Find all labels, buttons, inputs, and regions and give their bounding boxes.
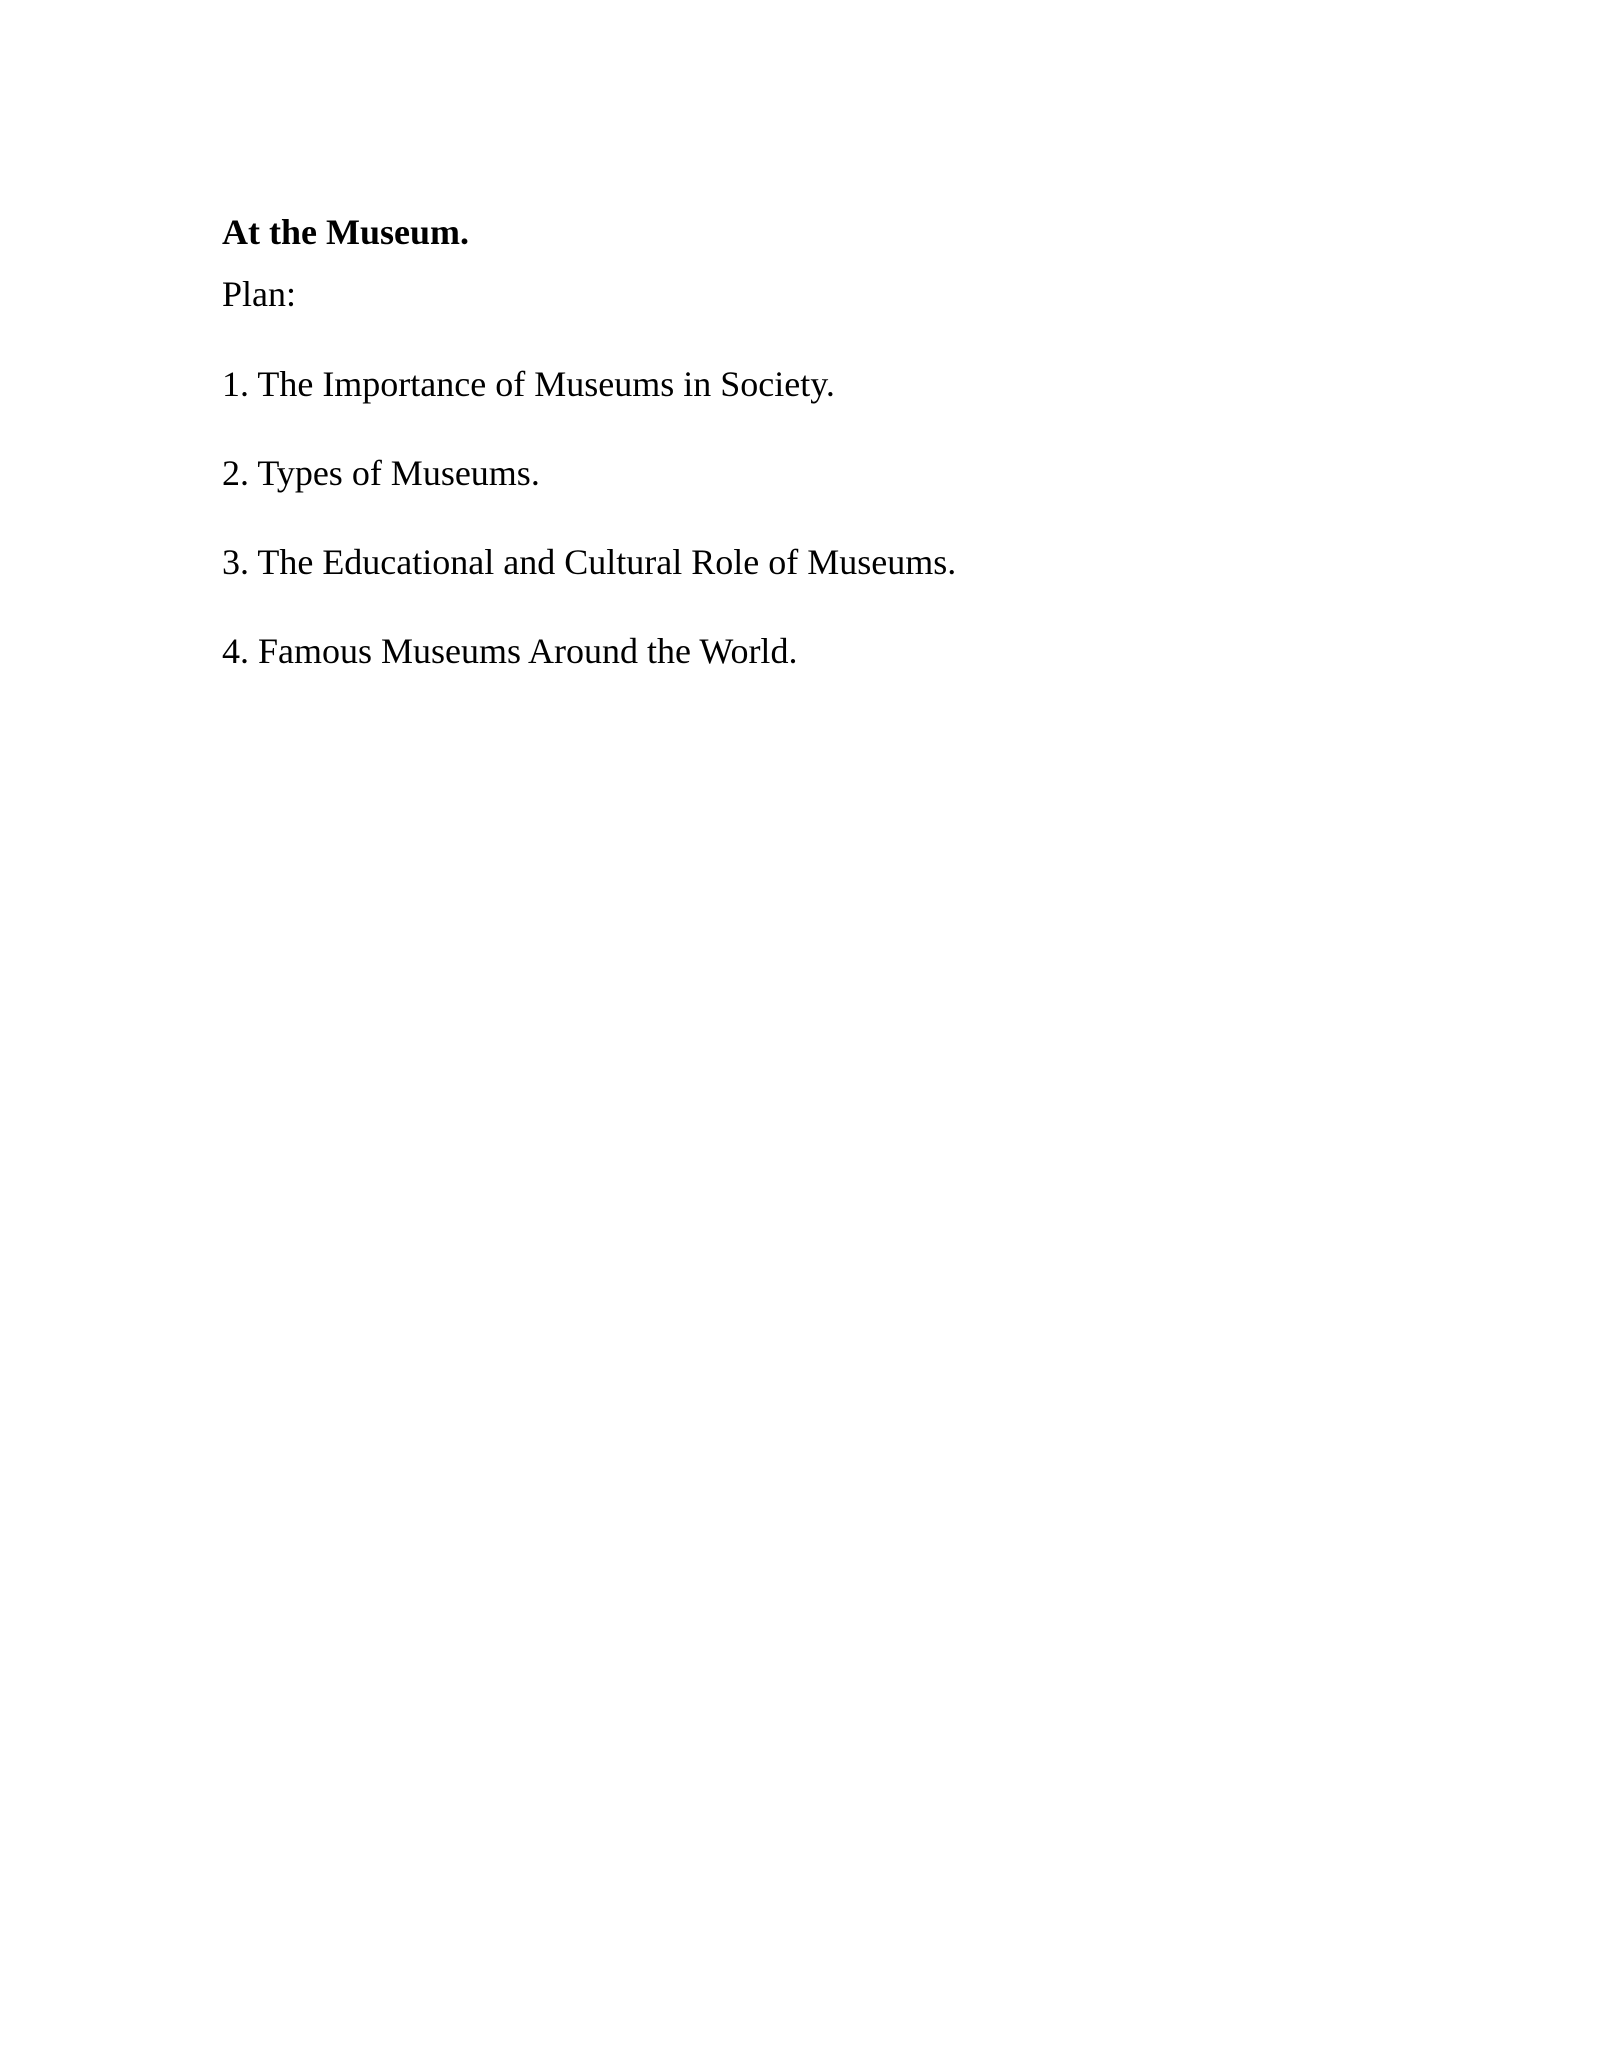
plan-item: 2. Types of Museums. (222, 453, 540, 493)
plan-item: 4. Famous Museums Around the World. (222, 631, 798, 671)
plan-item: 1. The Importance of Museums in Society. (222, 364, 835, 404)
plan-list (222, 362, 1382, 673)
document-title: At the Museum. (222, 212, 469, 252)
document-body (222, 210, 1382, 718)
plan-label: Plan: (222, 274, 297, 314)
plan-item: 3. The Educational and Cultural Role of Museums. (222, 542, 957, 582)
